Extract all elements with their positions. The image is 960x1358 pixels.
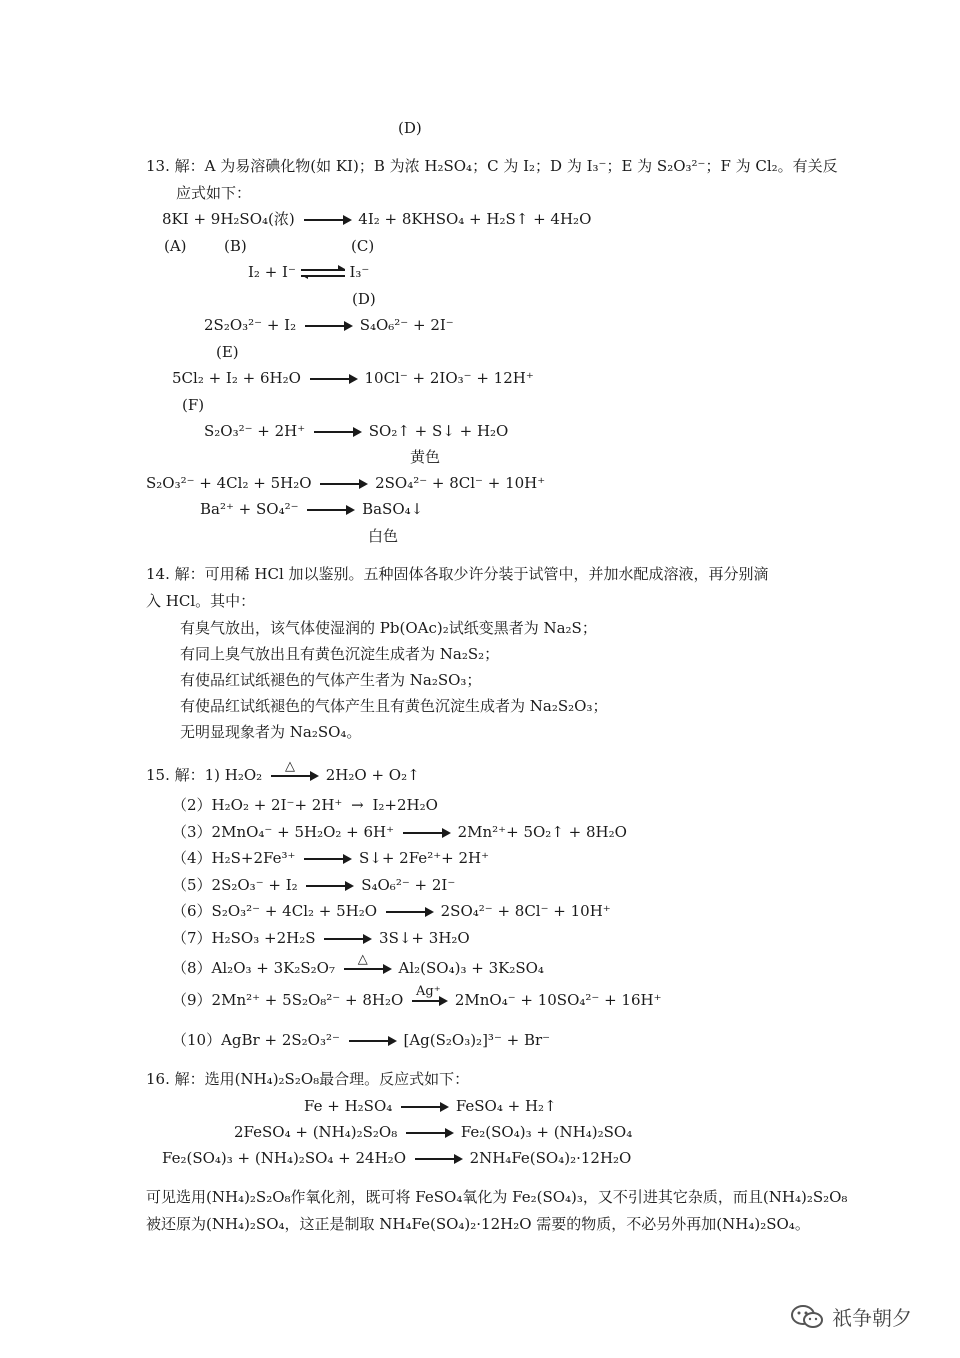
eq5-note: 黄色 (410, 448, 441, 466)
eq-right: FeSO₄ + H₂↑ (455, 1097, 557, 1115)
eq1-label-a: (A) (164, 237, 187, 255)
catalyst-label: Ag⁺ (416, 984, 441, 999)
q15-row (172, 848, 489, 868)
row-left: 2MnO₄⁻ + 5H₂O₂ + 6H⁺ (211, 823, 395, 841)
row-number: （7） (172, 929, 212, 947)
eq1-label-b: (B) (224, 237, 247, 255)
q13-eq5 (204, 421, 508, 441)
eq-left: Fe₂(SO₄)₃ + (NH₄)₂SO₄ + 24H₂O (162, 1149, 406, 1167)
q14-item: 有臭气放出，该气体使湿润的 Pb(OAc)₂试纸变黑者为 Na₂S； (180, 619, 597, 637)
short-arrow-icon: → (351, 796, 364, 814)
row-right: 3S↓+ 3H₂O (379, 929, 470, 947)
eq1-label-c: (C) (351, 237, 375, 255)
q14-item: 有使品红试纸褪色的气体产生且有黄色沉淀生成者为 Na₂S₂O₃； (180, 697, 608, 715)
row-right: Al₂(SO₄)₃ + 3K₂SO₄ (398, 959, 544, 977)
q13-eq4 (172, 368, 534, 388)
eq4-label: (F) (182, 396, 205, 414)
eq2-right: I₃⁻ (349, 263, 370, 281)
reaction-arrow-icon (304, 858, 350, 860)
row-right: 2Mn²⁺+ 5O₂↑ + 8H₂O (457, 823, 627, 841)
row-right: I₂+2H₂O (372, 796, 438, 814)
q15-row (172, 822, 627, 842)
reaction-arrow-icon (344, 952, 390, 970)
row-left: 2Mn²⁺ + 5S₂O₈²⁻ + 8H₂O (211, 991, 404, 1009)
q16-para1: 可见选用(NH₄)₂S₂O₈作氧化剂，既可将 FeSO₄氧化为 Fe₂(SO₄)₃，又不引进其它杂质，而且(NH₄)₂S₂O₈ (146, 1188, 848, 1206)
reaction-arrow-icon (320, 483, 366, 485)
eq2-label: (D) (352, 290, 376, 308)
q14-line2: 入 HCl。其中： (146, 592, 256, 610)
reaction-arrow-icon (305, 325, 351, 327)
watermark-text: 祇争朝夕 (832, 1306, 912, 1330)
reaction-arrow-icon (324, 938, 370, 940)
q13-eq2 (248, 262, 369, 282)
q15-row (172, 901, 611, 921)
eq6-left: S₂O₃²⁻ + 4Cl₂ + 5H₂O (146, 474, 312, 492)
eq-right: Fe₂(SO₄)₃ + (NH₄)₂SO₄ (460, 1123, 633, 1141)
row-right: S↓+ 2Fe²⁺+ 2H⁺ (359, 849, 489, 867)
row-number: （6） (172, 902, 212, 920)
eq5-right: SO₂↑ + S↓ + H₂O (368, 422, 509, 440)
row-left: H₂S+2Fe³⁺ (211, 849, 296, 867)
row-right: [Ag(S₂O₃)₂]³⁻ + Br⁻ (403, 1031, 551, 1049)
reaction-arrow-icon (271, 759, 317, 777)
equilibrium-arrow-icon (301, 267, 345, 279)
row-left: Al₂O₃ + 3K₂S₂O₇ (211, 959, 335, 977)
row-right: 2SO₄²⁻ + 8Cl⁻ + 10H⁺ (440, 902, 611, 920)
wechat-icon (790, 1304, 824, 1330)
eq5-left: S₂O₃²⁻ + 2H⁺ (204, 422, 306, 440)
row-number: （9） (172, 991, 212, 1009)
reaction-arrow-icon (406, 1132, 452, 1134)
q15-row (172, 952, 544, 978)
reaction-arrow-icon (415, 1158, 461, 1160)
heat-symbol: △ (284, 759, 295, 774)
row-number: （8） (172, 959, 212, 977)
row-number: （2） (172, 796, 212, 814)
q15-row (172, 875, 455, 895)
heat-symbol: △ (357, 952, 368, 967)
q16-eq (234, 1122, 632, 1142)
eq4-left: 5Cl₂ + I₂ + 6H₂O (172, 369, 301, 387)
top-label: (D) (398, 119, 422, 137)
reaction-arrow-icon (307, 509, 353, 511)
q15-row (172, 795, 438, 815)
q14-item: 有同上臭气放出且有黄色沉淀生成者为 Na₂S₂； (180, 645, 500, 663)
eq7-left: Ba²⁺ + SO₄²⁻ (200, 500, 299, 518)
q15-row (172, 984, 662, 1010)
q13-eq1 (162, 209, 591, 229)
q13-eq7 (200, 499, 423, 519)
reaction-arrow-icon (349, 1040, 395, 1042)
reaction-arrow-icon (386, 911, 432, 913)
row-left: 2S₂O₃⁻ + I₂ (211, 876, 298, 894)
eq7-note: 白色 (368, 527, 399, 545)
q13-line2: 应式如下： (176, 184, 252, 202)
reaction-arrow-icon (403, 832, 449, 834)
row-left: H₂O₂ + 2I⁻+ 2H⁺ (211, 796, 343, 814)
row-number: （3） (172, 823, 212, 841)
row-number: （5） (172, 876, 212, 894)
eq3-right: S₄O₆²⁻ + 2I⁻ (359, 316, 454, 334)
eq2-left: I₂ + I⁻ (248, 263, 296, 281)
q16-eq (162, 1148, 631, 1168)
q15-head: 15. 解：1) H₂O₂ (146, 766, 263, 784)
q14-item: 无明显现象者为 Na₂SO₄。 (180, 723, 362, 741)
eq7-right: BaSO₄↓ (362, 500, 424, 518)
reaction-arrow-icon (306, 885, 352, 887)
q15-r1 (146, 759, 420, 785)
q16-head: 16. 解：选用(NH₄)₂S₂O₈最合理。反应式如下： (146, 1070, 470, 1088)
eq-left: Fe + H₂SO₄ (304, 1097, 393, 1115)
q13-line1: 13. 解：A 为易溶碘化物(如 KI)；B 为浓 H₂SO₄；C 为 I₂；D 为 I₃⁻；E 为 S₂O₃²⁻；F 为 Cl₂。有关反 (146, 157, 838, 175)
reaction-arrow-icon (314, 431, 360, 433)
q13-eq3 (204, 315, 454, 335)
row-right: 2MnO₄⁻ + 10SO₄²⁻ + 16H⁺ (454, 991, 662, 1009)
eq-right: 2NH₄Fe(SO₄)₂·12H₂O (469, 1149, 632, 1167)
row-number: （10） (172, 1031, 222, 1049)
row-number: （4） (172, 849, 212, 867)
watermark (790, 1302, 912, 1331)
reaction-arrow-icon (401, 1106, 447, 1108)
reaction-arrow-icon (310, 378, 356, 380)
reaction-arrow-icon (412, 984, 446, 1002)
row-right: S₄O₆²⁻ + 2I⁻ (361, 876, 456, 894)
q15-r1-right: 2H₂O + O₂↑ (325, 766, 420, 784)
eq4-right: 10Cl⁻ + 2IO₃⁻ + 12H⁺ (364, 369, 534, 387)
eq3-left: 2S₂O₃²⁻ + I₂ (204, 316, 297, 334)
q15-row (172, 928, 470, 948)
row-left: AgBr + 2S₂O₃²⁻ (221, 1031, 340, 1049)
eq3-label: (E) (216, 343, 239, 361)
eq6-right: 2SO₄²⁻ + 8Cl⁻ + 10H⁺ (375, 474, 546, 492)
eq1-left: 8KI + 9H₂SO₄(浓) (162, 210, 295, 228)
q16-para2: 被还原为(NH₄)₂SO₄，这正是制取 NH₄Fe(SO₄)₂·12H₂O 需要的物质，不必另外再加(NH₄)₂SO₄。 (146, 1215, 810, 1233)
eq1-right: 4I₂ + 8KHSO₄ + H₂S↑ + 4H₂O (358, 210, 592, 228)
eq-left: 2FeSO₄ + (NH₄)₂S₂O₈ (234, 1123, 398, 1141)
q15-row (172, 1030, 550, 1050)
q14-item: 有使品红试纸褪色的气体产生者为 Na₂SO₃； (180, 671, 482, 689)
q13-eq6 (146, 473, 545, 493)
row-left: S₂O₃²⁻ + 4Cl₂ + 5H₂O (211, 902, 378, 920)
reaction-arrow-icon (304, 219, 350, 221)
q14-line1: 14. 解：可用稀 HCl 加以鉴别。五种固体各取少许分装于试管中，并加水配成溶液，再分别滴 (146, 565, 769, 583)
q16-eq (304, 1096, 557, 1116)
row-left: H₂SO₃ +2H₂S (211, 929, 316, 947)
